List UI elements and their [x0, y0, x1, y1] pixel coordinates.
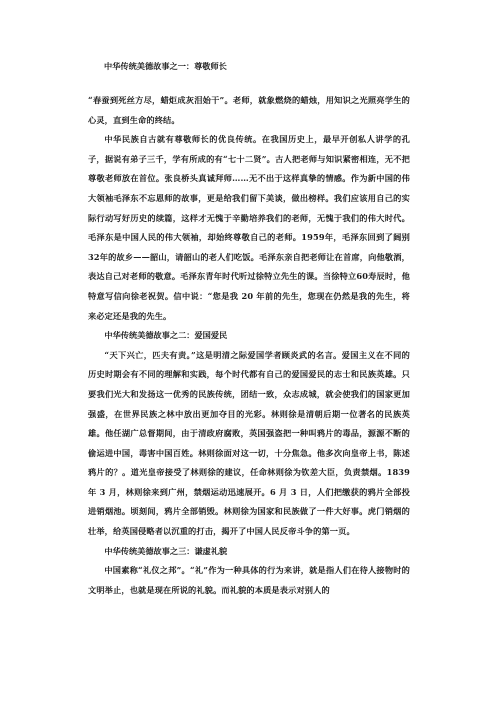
story-two-paragraph: “天下兴亡，匹夫有责。”这是明清之际爱国学者顾炎武的名言。爱国主义在不同的历史时期会有不同的理解和实践，每个时代都有自己的爱国爱民的志士和民族英雄。只要我们光大和发扬这一优秀的民族传统，团结一致，众志成城，就会使我们的国家更加强盛，在世界民族之林中放出更加夺目的光彩。林则徐是清朝后期一位著名的民族英雄。他任湖广总督期间，由于清政府腐败，英国强盗把一种叫鸦片的毒品，源源不断的偷运进中国，毒害中国百姓。林则徐面对这一切，十分焦急。他多次向皇帝上书，陈述鸦片的？。道光皇帝接受了林则徐的建议，任命林则徐为钦差大臣，负责禁烟。1839 年 3 月，林则徐来到广州，禁烟运动迅速展开。6 月 3 日，人们把缴获的鸦片全部投进销烟池。顷刻间，鸦片全部销毁。林则徐为国家和民族做了一件大好事。虎门销烟的壮举，给英国侵略者以沉重的打击，揭开了中国人民反帝斗争的第一页。 [88, 349, 410, 537]
story-one-paragraph: 中华民族自古就有尊敬师长的优良传统。在我国历史上，最早开创私人讲学的孔子，据说有弟子三千，学有所成的有“七十二贤”。古人把老师与知识紧密相连，无不把尊敬老师放在首位。张良桥头真诚拜师……无不出于这样真挚的情感。作为新中国的伟大领袖毛泽东不忘恩师的故事，更是给我们留下美谈，做出榜样。我们应该用自己的实际行动写好历史的续篇，这样才无愧于辛勤培养我们的老师，无愧于我们的伟大时代。毛泽东是中国人民的伟大领袖，却始终尊敬自己的老师。1959年，毛泽东回到了阔别32年的故乡——韶山，请韶山的老人们吃饭。毛泽东亲自把老师让在首席，向他敬酒，表达自己对老师的敬意。毛泽东青年时代听过徐特立先生的课。当徐特立60寿辰时，他特意写信向徐老祝贺。信中说：“您是我 20 年前的先生，您现在仍然是我的先生，将来必定还是我的先生。 [88, 134, 410, 321]
story-two-heading: 中华传统美德故事之二：爱国爱民 [104, 330, 228, 341]
story-three-heading: 中华传统美德故事之三：谦虚礼貌 [104, 545, 228, 556]
document-body [88, 60, 410, 600]
document-title: 中华传统美德故事之一：尊敬师长 [104, 61, 227, 71]
story-three-paragraph: 中国素称“礼仪之邦”。“礼”作为一种具体的行为来讲，就是指人们在待人接物时的文明举止，也就是现在所说的礼貌。而礼貌的本质是表示对别人的 [88, 565, 410, 595]
intro-paragraph: “春蚕到死丝方尽，蜡炬成灰泪始干”。老师，就象燃烧的蜡烛，用知识之光照亮学生的心灵，直到生命的终结。 [88, 95, 410, 125]
